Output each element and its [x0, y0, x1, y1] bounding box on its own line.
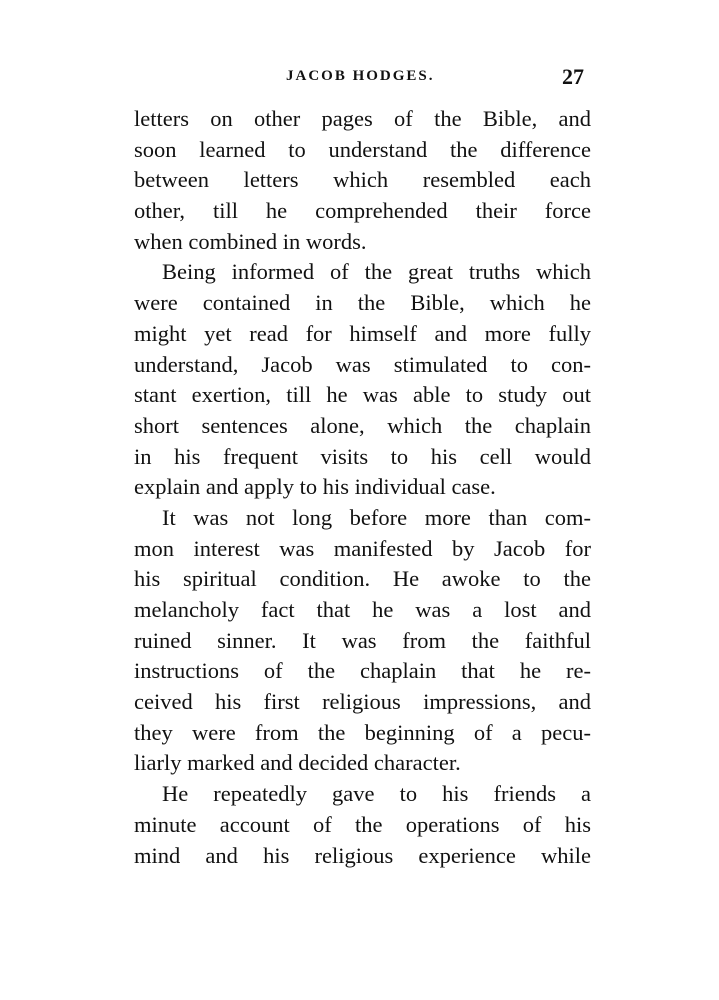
- text-line: melancholy fact that he was a lost and: [134, 597, 591, 622]
- page-header: [0, 64, 719, 94]
- text-line: letters on other pages of the Bible, and: [134, 106, 591, 131]
- text-line: liarly marked and decided character.: [134, 750, 461, 776]
- text-line: other, till he comprehended their force: [134, 198, 591, 224]
- text-line: understand, Jacob was stimulated to con-: [134, 351, 591, 377]
- text-line: mind and his religious experience while: [134, 842, 591, 868]
- text-line: Being informed of the great truths which: [162, 259, 591, 285]
- text-line: short sentences alone, which the chaplain: [134, 412, 591, 438]
- text-line: soon learned to understand the difference: [134, 136, 591, 162]
- paragraph-1: [134, 104, 591, 257]
- text-line: stant exertion, till he was able to study out: [134, 382, 591, 408]
- text-line: ruined sinner. It was from the faithful: [134, 627, 591, 653]
- text-line: between letters which resembled each: [134, 167, 591, 193]
- text-line: It was not long before more than com-: [162, 504, 591, 530]
- page-number: 27: [562, 64, 584, 89]
- paragraph-4: [134, 779, 591, 871]
- text-line: his spiritual condition. He awoke to the: [134, 566, 591, 592]
- paragraph-3: [134, 503, 591, 779]
- text-line: they were from the beginning of a pecu-: [134, 719, 591, 745]
- text-line: He repeatedly gave to his friends a: [162, 781, 591, 807]
- body-text: [134, 104, 591, 871]
- running-title: JACOB HODGES.: [286, 68, 435, 84]
- text-line: in his frequent visits to his cell would: [134, 443, 591, 469]
- text-line: were contained in the Bible, which he: [134, 290, 591, 316]
- text-line: instructions of the chaplain that he re-: [134, 658, 591, 684]
- paragraph-2: [134, 257, 591, 503]
- text-line: mon interest was manifested by Jacob for: [134, 535, 591, 561]
- text-line: minute account of the operations of his: [134, 811, 591, 837]
- text-line: when combined in words.: [134, 228, 367, 254]
- text-line: ceived his first religious impressions, and: [134, 689, 591, 715]
- text-line: might yet read for himself and more fully: [134, 320, 591, 346]
- text-line: explain and apply to his individual case.: [134, 474, 496, 500]
